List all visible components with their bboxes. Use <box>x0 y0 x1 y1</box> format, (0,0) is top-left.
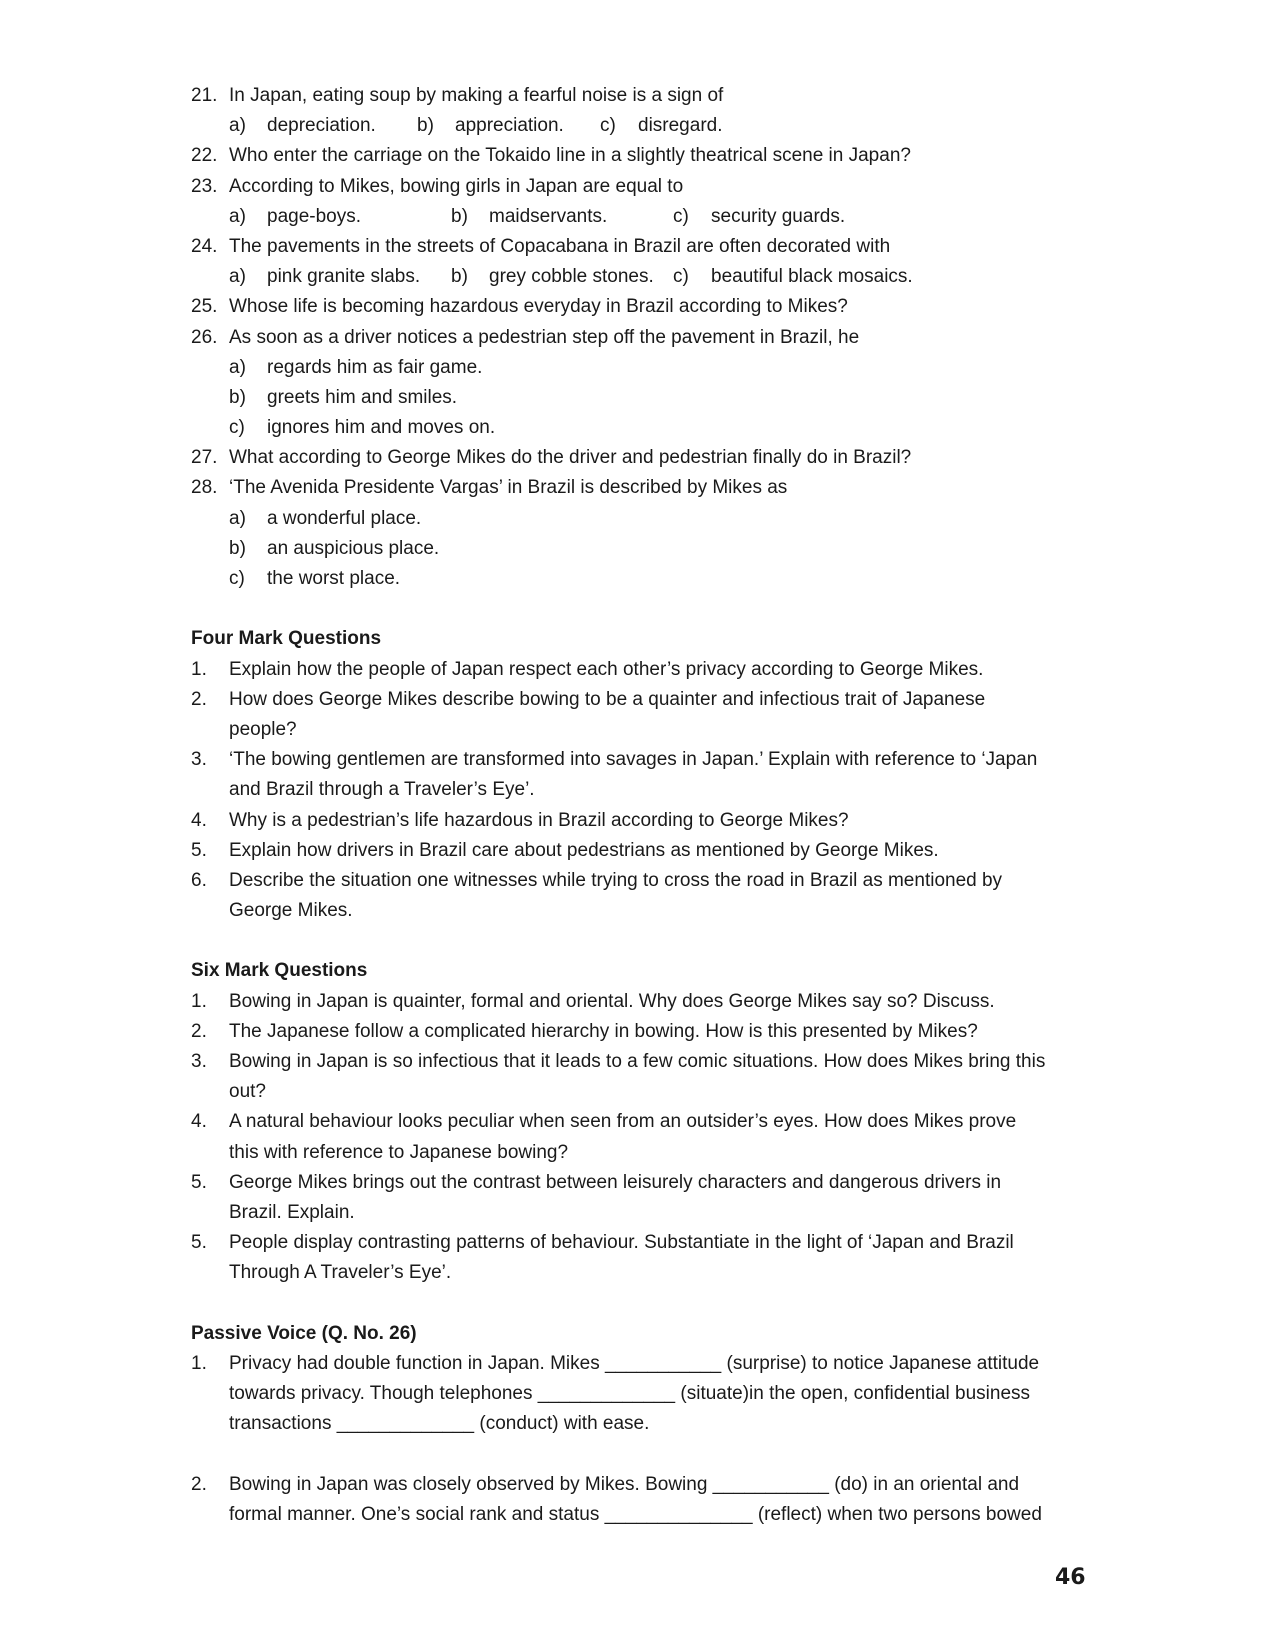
item-text: formal manner. One’s social rank and status ______________ (reflect) when two persons bowed <box>229 1503 1042 1525</box>
four-mark-question-line <box>191 866 1091 896</box>
six-mark-heading: Six Mark Questions <box>191 960 368 982</box>
passive-voice-question-line <box>191 1470 1091 1500</box>
item-text: Describe the situation one witnesses while trying to cross the road in Brazil as mentioned by <box>229 869 1003 891</box>
section-gap <box>191 1289 1091 1319</box>
option-text: a wonderful place. <box>267 507 422 529</box>
six-mark-question-line <box>191 1258 1091 1288</box>
item-text: Explain how the people of Japan respect each other’s privacy according to George Mikes. <box>229 658 984 680</box>
passive-voice-heading: Passive Voice (Q. No. 26) <box>191 1322 417 1344</box>
item-text: According to Mikes, bowing girls in Japan are equal to <box>229 175 684 197</box>
passive-voice-question-line <box>191 1500 1091 1530</box>
item-text: How does George Mikes describe bowing to be a quainter and infectious trait of Japanese <box>229 688 986 710</box>
mcq-question <box>191 172 1091 202</box>
option-label: a) <box>229 205 246 227</box>
four-mark-question-line <box>191 655 1091 685</box>
mcq-question <box>191 292 1091 322</box>
mcq-options-row <box>191 111 1091 141</box>
option-label: a) <box>229 356 246 378</box>
item-text: People display contrasting patterns of behaviour. Substantiate in the light of ‘Japan and Brazil <box>229 1232 1014 1254</box>
mcq-option <box>229 353 482 383</box>
mcq-option <box>673 262 913 292</box>
item-number: 5. <box>191 1232 207 1254</box>
option-label: b) <box>229 537 246 559</box>
mcq-option <box>229 202 361 232</box>
item-number: 5. <box>191 839 207 861</box>
item-text: Whose life is becoming hazardous everyday in Brazil according to Mikes? <box>229 296 848 318</box>
six-mark-question-line <box>191 987 1091 1017</box>
six-mark-question-line <box>191 1198 1091 1228</box>
mcq-option <box>229 534 439 564</box>
mcq-option <box>229 262 420 292</box>
option-label: b) <box>229 386 246 408</box>
mcq-option <box>673 202 845 232</box>
item-number: 6. <box>191 869 207 891</box>
item-number: 23. <box>191 175 218 197</box>
mcq-question <box>191 323 1091 353</box>
mcq-question <box>191 141 1091 171</box>
mcq-option-row <box>191 383 1091 413</box>
item-number: 4. <box>191 809 207 831</box>
mcq-options-row <box>191 202 1091 232</box>
item-number: 4. <box>191 1111 207 1133</box>
option-text: appreciation. <box>455 115 564 137</box>
option-label: a) <box>229 266 246 288</box>
mcq-question <box>191 443 1091 473</box>
option-text: ignores him and moves on. <box>267 417 496 439</box>
option-label: c) <box>673 266 689 288</box>
item-text: What according to George Mikes do the driver and pedestrian finally do in Brazil? <box>229 447 912 469</box>
item-text: towards privacy. Though telephones _____________ (situate)in the open, confidential business <box>229 1383 1031 1405</box>
six-mark-question-line <box>191 1107 1091 1137</box>
item-text: and Brazil through a Traveler’s Eye’. <box>229 779 535 801</box>
mcq-option-row <box>191 413 1091 443</box>
item-number: 5. <box>191 1171 207 1193</box>
passive-voice-question-line <box>191 1379 1091 1409</box>
item-number: 1. <box>191 1352 207 1374</box>
item-text: Why is a pedestrian’s life hazardous in Brazil according to George Mikes? <box>229 809 849 831</box>
six-mark-question-line <box>191 1047 1091 1077</box>
option-text: greets him and smiles. <box>267 386 458 408</box>
option-text: an auspicious place. <box>267 537 440 559</box>
option-text: the worst place. <box>267 568 401 589</box>
four-mark-question-line <box>191 836 1091 866</box>
item-text: people? <box>229 718 297 740</box>
six-mark-question-line <box>191 1077 1091 1107</box>
mcq-option-row <box>191 564 1091 594</box>
option-text: disregard. <box>638 115 723 137</box>
item-number: 26. <box>191 326 218 348</box>
item-number: 2. <box>191 688 207 710</box>
four-mark-heading: Four Mark Questions <box>191 628 382 650</box>
item-text: ‘The bowing gentlemen are transformed into savages in Japan.’ Explain with reference to ‘Japan <box>229 749 1038 771</box>
section-gap <box>191 594 1091 624</box>
four-mark-question-line <box>191 745 1091 775</box>
mcq-options-row <box>191 262 1091 292</box>
mcq-question <box>191 473 1091 503</box>
option-label: a) <box>229 507 246 529</box>
four-mark-question-line <box>191 775 1091 805</box>
option-text: regards him as fair game. <box>267 356 483 378</box>
item-number: 21. <box>191 85 218 106</box>
passive-voice-question-line <box>191 1409 1091 1439</box>
item-text: transactions _____________ (conduct) with ease. <box>229 1413 650 1435</box>
mcq-option-row <box>191 353 1091 383</box>
item-text: Bowing in Japan was closely observed by Mikes. Bowing ___________ (do) in an oriental and <box>229 1473 1020 1495</box>
mcq-option <box>229 504 421 534</box>
item-text: Through A Traveler’s Eye’. <box>229 1262 452 1284</box>
item-number: 1. <box>191 658 207 680</box>
option-label: c) <box>229 568 245 589</box>
item-text: George Mikes. <box>229 900 353 922</box>
item-text: In Japan, eating soup by making a fearful noise is a sign of <box>229 85 724 106</box>
option-text: page-boys. <box>267 205 362 227</box>
item-text: George Mikes brings out the contrast between leisurely characters and dangerous drivers in <box>229 1171 1002 1193</box>
mcq-question <box>191 81 1091 111</box>
option-label: c) <box>600 115 616 137</box>
item-text: As soon as a driver notices a pedestrian step off the pavement in Brazil, he <box>229 326 860 348</box>
four-mark-question-line <box>191 715 1091 745</box>
option-text: maidservants. <box>489 205 608 227</box>
document-page <box>191 81 1091 1530</box>
page-number: 46 <box>1055 1565 1086 1590</box>
mcq-option-row <box>191 504 1091 534</box>
item-number: 3. <box>191 749 207 771</box>
item-number: 2. <box>191 1020 207 1042</box>
item-number: 22. <box>191 145 218 167</box>
item-text: Privacy had double function in Japan. Mikes ___________ (surprise) to notice Japanese attitude <box>229 1352 1040 1374</box>
item-number: 3. <box>191 1051 207 1072</box>
mcq-question <box>191 232 1091 262</box>
six-mark-question-line <box>191 1017 1091 1047</box>
mcq-option <box>229 111 376 141</box>
item-number: 28. <box>191 477 218 499</box>
item-number: 25. <box>191 296 218 318</box>
option-label: c) <box>673 205 689 227</box>
item-text: Explain how drivers in Brazil care about pedestrians as mentioned by George Mikes. <box>229 839 939 861</box>
item-text: A natural behaviour looks peculiar when seen from an outsider’s eyes. How does Mikes prove <box>229 1111 1017 1133</box>
four-mark-question-line <box>191 896 1091 926</box>
item-gap <box>191 1439 1091 1469</box>
passive-voice-question-line <box>191 1349 1091 1379</box>
item-text: out? <box>229 1081 266 1103</box>
mcq-option <box>600 111 723 141</box>
option-label: b) <box>451 266 468 288</box>
four-mark-question-line <box>191 685 1091 715</box>
item-text: Who enter the carriage on the Tokaido line in a slightly theatrical scene in Japan? <box>229 145 911 167</box>
four-mark-question-line <box>191 806 1091 836</box>
section-gap <box>191 926 1091 956</box>
mcq-option <box>417 111 564 141</box>
option-text: beautiful black mosaics. <box>711 266 913 288</box>
option-label: a) <box>229 115 246 137</box>
mcq-option <box>229 383 457 413</box>
option-text: pink granite slabs. <box>267 266 421 288</box>
six-mark-question-line <box>191 1168 1091 1198</box>
item-text: ‘The Avenida Presidente Vargas’ in Brazil is described by Mikes as <box>229 477 788 499</box>
option-label: b) <box>417 115 434 137</box>
item-number: 24. <box>191 235 218 257</box>
item-text: Brazil. Explain. <box>229 1201 355 1223</box>
option-text: grey cobble stones. <box>489 266 654 288</box>
six-mark-question-line <box>191 1228 1091 1258</box>
item-text: Bowing in Japan is so infectious that it leads to a few comic situations. How does Mikes bring this <box>229 1051 1046 1072</box>
item-text: The pavements in the streets of Copacabana in Brazil are often decorated with <box>229 235 891 257</box>
mcq-option <box>451 262 654 292</box>
option-text: security guards. <box>711 205 846 227</box>
item-text: The Japanese follow a complicated hierarchy in bowing. How is this presented by Mikes? <box>229 1020 978 1042</box>
option-text: depreciation. <box>267 115 376 137</box>
option-label: c) <box>229 417 245 439</box>
item-number: 1. <box>191 990 207 1012</box>
six-mark-question-line <box>191 1138 1091 1168</box>
mcq-option-row <box>191 534 1091 564</box>
mcq-option <box>229 564 400 594</box>
mcq-option <box>229 413 495 443</box>
item-number: 2. <box>191 1473 207 1495</box>
item-number: 27. <box>191 447 218 469</box>
item-text: Bowing in Japan is quainter, formal and oriental. Why does George Mikes say so? Discuss. <box>229 990 995 1012</box>
option-label: b) <box>451 205 468 227</box>
mcq-option <box>451 202 607 232</box>
item-text: this with reference to Japanese bowing? <box>229 1141 569 1163</box>
